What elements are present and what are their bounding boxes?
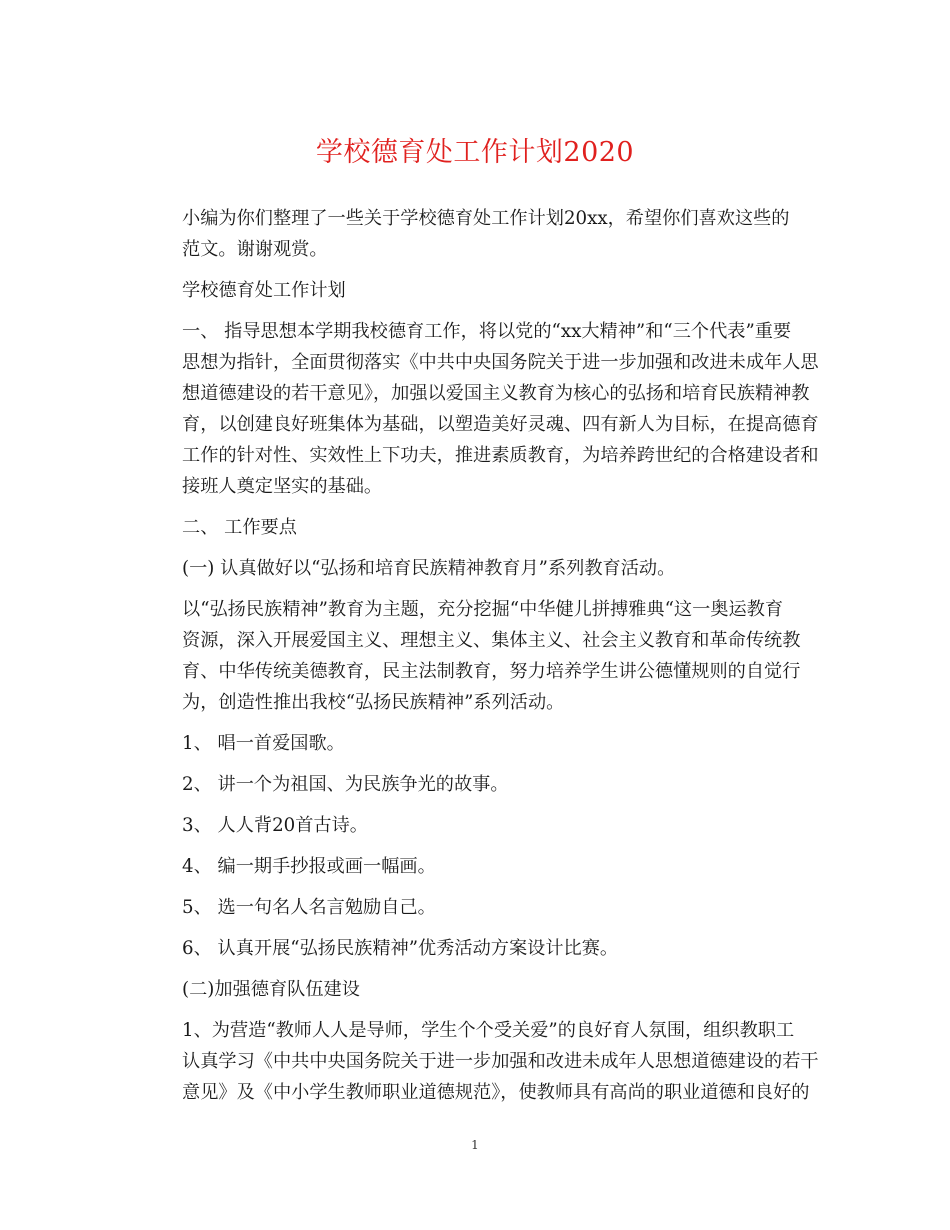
text-line: 一、 指导思想本学期我校德育工作，将以党的“xx大精神”和“三个代表”重要: [182, 321, 792, 342]
text-line: 资源，深入开展爱国主义、理想主义、集体主义、社会主义教育和革命传统教: [182, 630, 801, 651]
text-line: 接班人奠定坚实的基础。: [182, 476, 383, 497]
text-line: 1、为营造“教师人人是导师，学生个个受关爱”的良好育人氛围，组织教职工: [182, 1020, 795, 1041]
text-line: 小编为你们整理了一些关于学校德育处工作计划20xx，希望你们喜欢这些的: [182, 208, 790, 229]
text-line: 工作的针对性、实效性上下功夫，推进素质教育，为培养跨世纪的合格建设者和: [182, 445, 819, 466]
paragraph-intro: [145, 203, 805, 265]
text-line: 5、 选一句名人名言勉励自己。: [182, 897, 436, 918]
document-title: 学校德育处工作计划2020: [315, 137, 635, 168]
list-item: [145, 892, 805, 923]
page-number: 1: [471, 1138, 479, 1152]
text-line: 学校德育处工作计划: [182, 280, 346, 301]
text-line: 认真学习《中共中央国务院关于进一步加强和改进未成年人思想道德建设的若干: [182, 1051, 819, 1072]
paragraph-staff-training: [145, 1015, 819, 1108]
list-item: [145, 728, 805, 759]
list-item: [145, 851, 805, 882]
text-line: 意见》及《中小学生教师职业道德规范》，使教师具有高尚的职业道德和良好的: [182, 1082, 810, 1103]
paragraph-subtitle: [145, 275, 805, 306]
document-body: [145, 203, 819, 1108]
text-line: (一) 认真做好以“弘扬和培育民族精神教育月”系列教育活动。: [182, 558, 676, 579]
text-line: 以“弘扬民族精神”教育为主题，充分挖掘“中华健儿拼搏雅典“这一奥运教育: [182, 599, 784, 620]
text-line: 4、 编一期手抄报或画一幅画。: [182, 856, 436, 877]
text-line: 育，以创建良好班集体为基础，以塑造美好灵魂、四有新人为目标，在提高德育: [182, 414, 819, 435]
list-item: [145, 769, 805, 800]
text-line: 1、 唱一首爱国歌。: [182, 733, 345, 754]
list-item: [145, 810, 805, 841]
text-line: 二、 工作要点: [182, 517, 297, 538]
text-line: (二)加强德育队伍建设: [182, 979, 360, 1000]
text-line: 3、 人人背20首古诗。: [182, 815, 368, 836]
text-line: 思想为指针，全面贯彻落实《中共中央国务院关于进一步加强和改进未成年人思: [182, 352, 819, 373]
paragraph-guiding-ideology: [145, 316, 819, 502]
text-line: 6、 认真开展“弘扬民族精神”优秀活动方案设计比赛。: [182, 938, 619, 959]
paragraph-item-1: [145, 553, 805, 584]
text-line: 想道德建设的若干意见》，加强以爱国主义教育为核心的弘扬和培育民族精神教: [182, 383, 810, 404]
text-line: 2、 讲一个为祖国、为民族争光的故事。: [182, 774, 509, 795]
text-line: 育、中华传统美德教育，民主法制教育，努力培养学生讲公德懂规则的自觉行: [182, 661, 801, 682]
text-line: 为，创造性推出我校“弘扬民族精神”系列活动。: [182, 692, 565, 713]
list-item: [145, 933, 805, 964]
paragraph-national-spirit: [145, 594, 805, 718]
text-line: 范文。谢谢观赏。: [182, 239, 328, 260]
heading-work-points: [145, 512, 805, 543]
heading-staff-building: [145, 974, 805, 1005]
